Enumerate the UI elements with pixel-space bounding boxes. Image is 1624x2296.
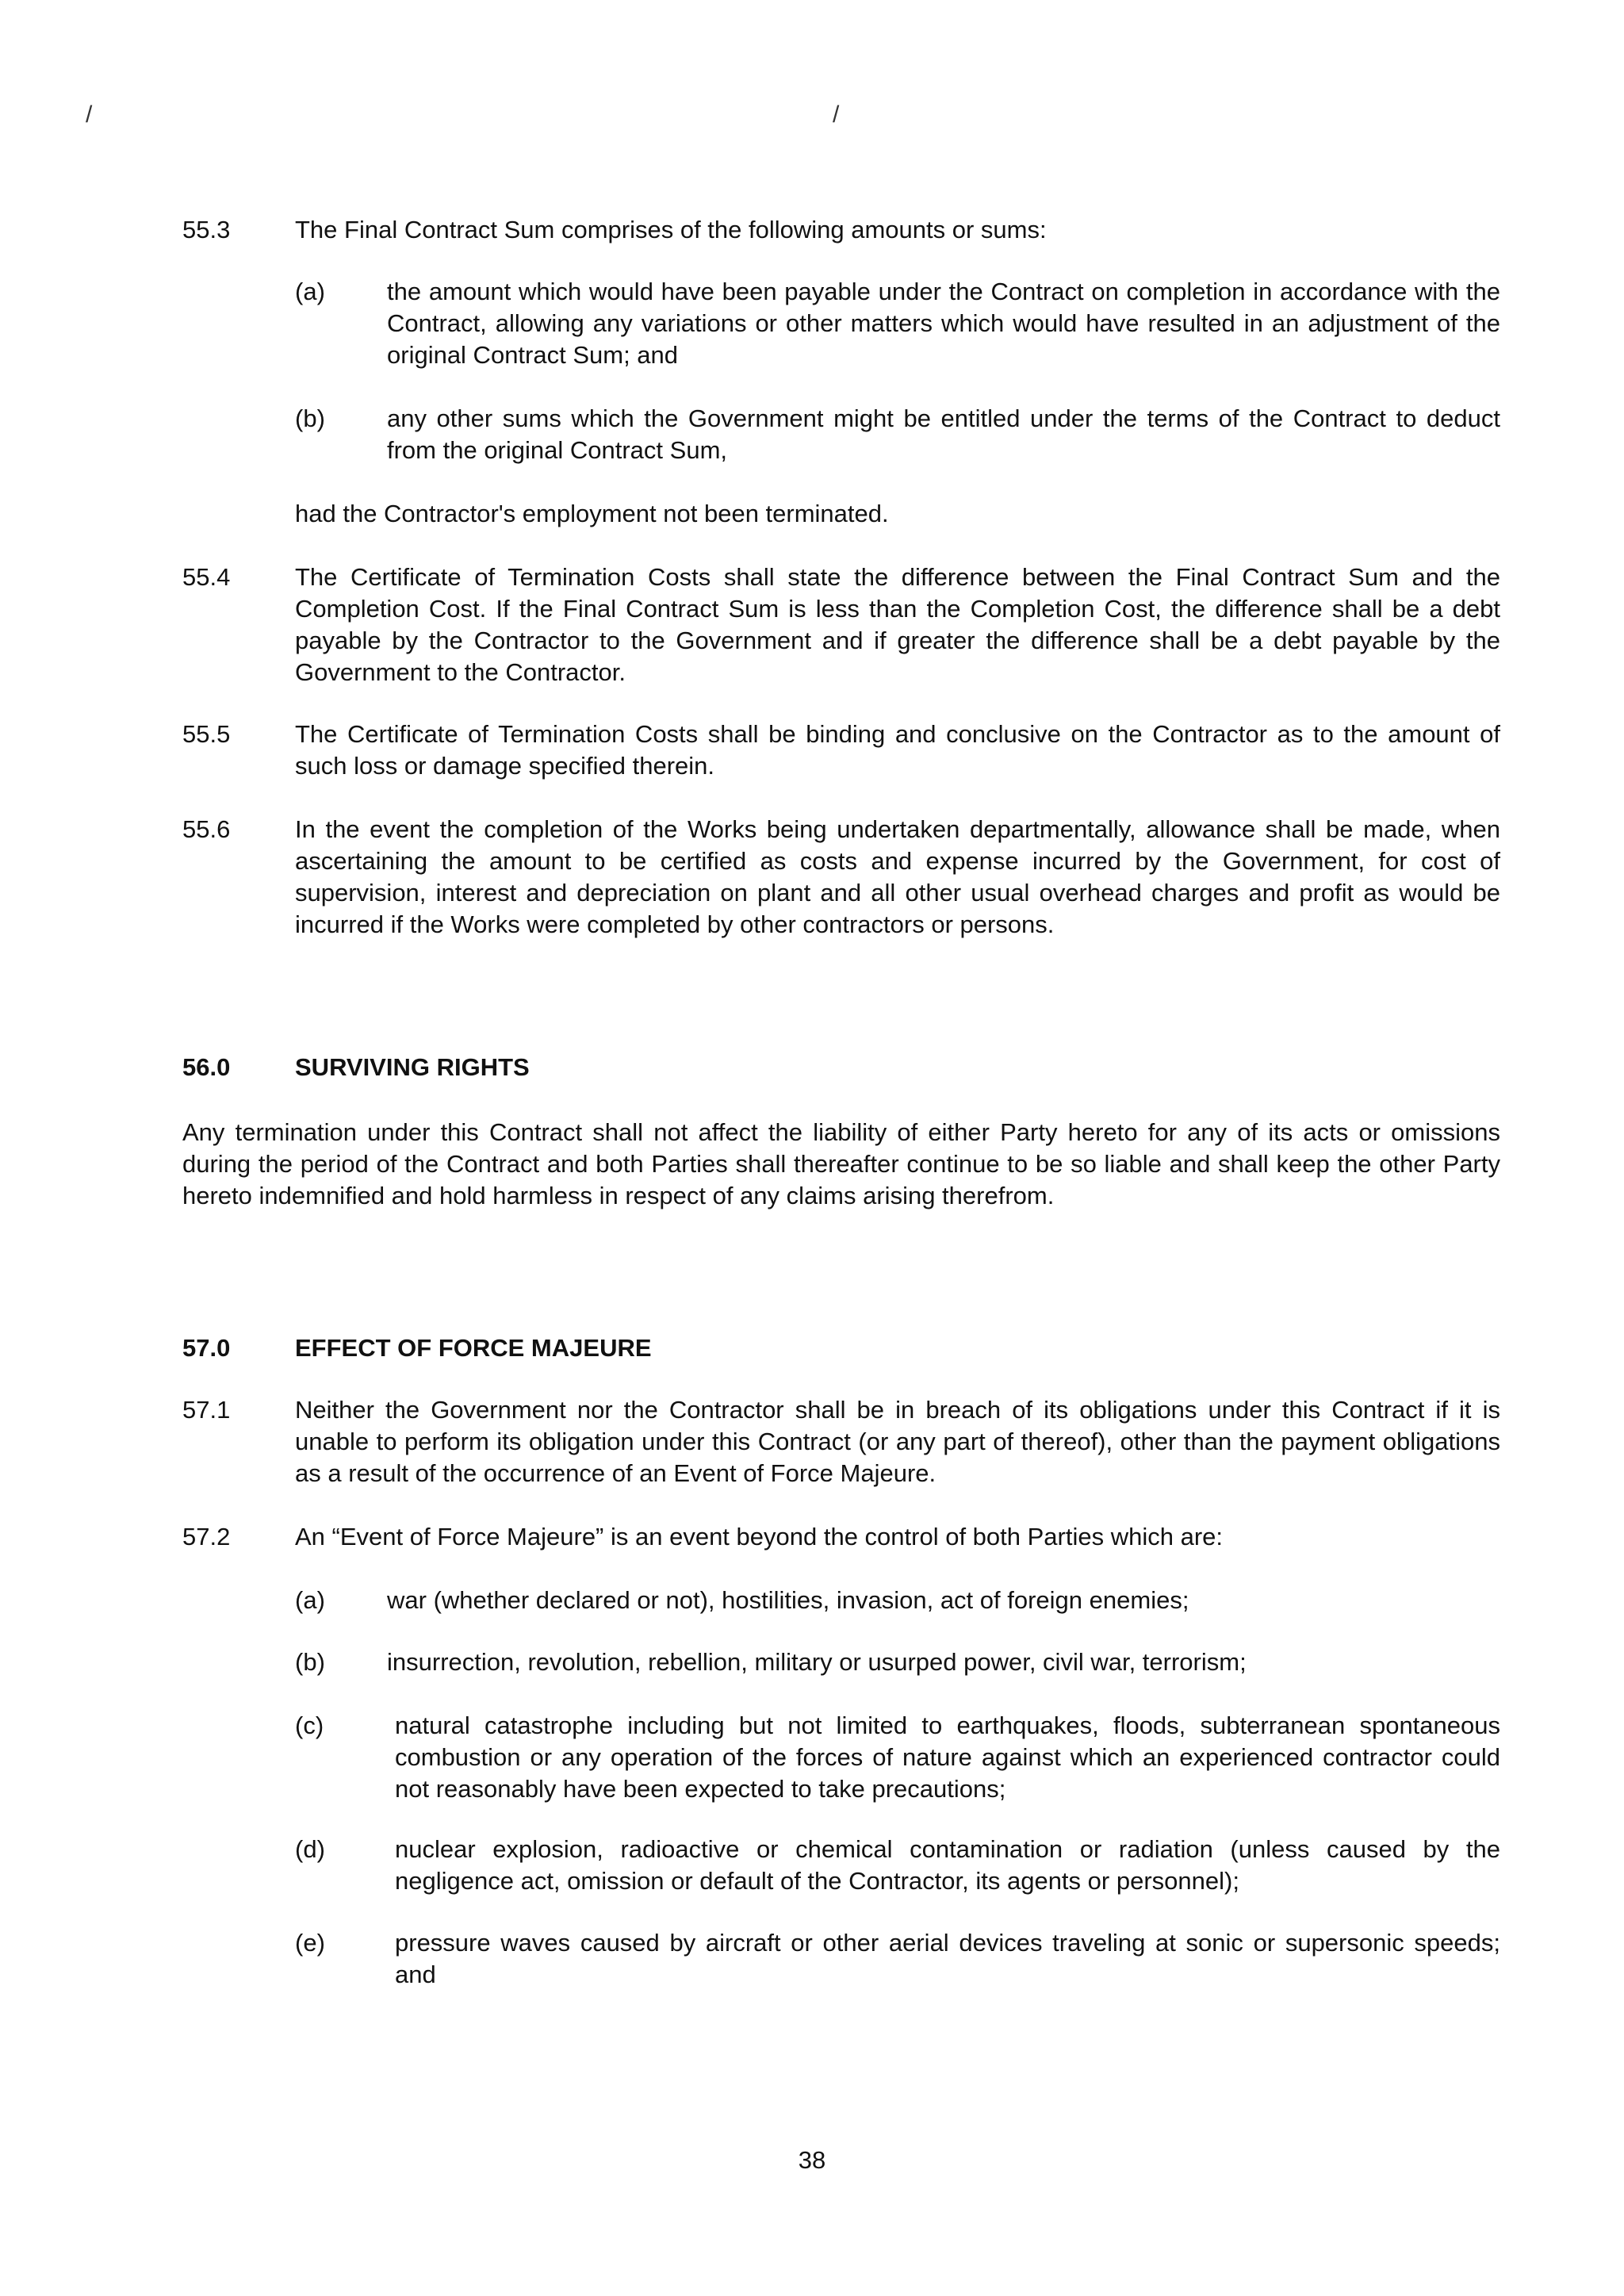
scan-mark-center: / [833, 102, 840, 128]
clause-57-2-item-b-text: insurrection, revolution, rebellion, military or usurped power, civil war, terrorism; [387, 1648, 1247, 1676]
clause-number-55-3: 55.3 [182, 216, 231, 243]
clause-57-2-item-d-label: (d) [295, 1835, 325, 1863]
clause-55-3-item-a-text: the amount which would have been payable under the Contract on completion in accordance with the Contract, allowing any variations or other matters which would have resulted in an adjustment of the original Contract Sum; and [387, 278, 1500, 369]
clause-number-55-6: 55.6 [182, 815, 231, 843]
clause-text-57-1: Neither the Government nor the Contractor shall be in breach of its obligations under this Contract if it is unable to perform its obligation under this Contract (or any part of thereof), other than the payment obligations as a result of the occurrence of an Event of Force Majeure. [295, 1396, 1500, 1487]
clause-55-3-closing: had the Contractor's employment not been terminated. [295, 500, 889, 527]
section-number-57: 57.0 [182, 1334, 231, 1362]
clause-number-57-1: 57.1 [182, 1396, 231, 1424]
clause-57-2-item-e-text: pressure waves caused by aircraft or other aerial devices traveling at sonic or supersonic speeds; and [395, 1929, 1500, 1988]
clause-text-55-6: In the event the completion of the Works being undertaken departmentally, allowance shall be made, when ascertaining the amount to be certified as costs and expense incurred by the Government, for cost of supervision, interest and depreciation on plant and all other usual overhead charges and profit as would be incurred if the Works were completed by other contractors or persons. [295, 815, 1500, 938]
clause-57-2-item-d-text: nuclear explosion, radioactive or chemical contamination or radiation (unless caused by the negligence act, omission or default of the Contractor, its agents or personnel); [395, 1835, 1500, 1895]
clause-text-55-5: The Certificate of Termination Costs shall be binding and conclusive on the Contractor as to the amount of such loss or damage specified therein. [295, 720, 1500, 780]
clause-number-55-4: 55.4 [182, 563, 231, 591]
page-number: 38 [798, 2146, 826, 2174]
clause-text-55-4: The Certificate of Termination Costs shall state the difference between the Final Contract Sum and the Completion Cost. If the Final Contract Sum is less than the Completion Cost, the difference shall be a debt payable by the Contractor to the Government and if greater the difference shall be a debt payable by the Government to the Contractor. [295, 563, 1500, 686]
section-number-56: 56.0 [182, 1053, 231, 1081]
section-title-56: SURVIVING RIGHTS [295, 1053, 530, 1081]
clause-55-3-item-b-label: (b) [295, 404, 325, 432]
clause-number-57-2: 57.2 [182, 1523, 231, 1550]
clause-55-3-item-a-label: (a) [295, 278, 325, 305]
section-text-56: Any termination under this Contract shall not affect the liability of either Party hereto for any of its acts or omissions during the period of the Contract and both Parties shall thereafter continue to be so liable and shall keep the other Party hereto indemnified and hold harmless in respect of any claims arising therefrom. [182, 1118, 1500, 1209]
clause-57-2-item-b-label: (b) [295, 1648, 325, 1676]
scan-mark-left: / [86, 102, 93, 128]
section-title-57: EFFECT OF FORCE MAJEURE [295, 1334, 652, 1362]
clause-55-3-item-b-text: any other sums which the Government might be entitled under the terms of the Contract to deduct from the original Contract Sum, [387, 404, 1500, 464]
clause-57-2-item-c-text: natural catastrophe including but not limited to earthquakes, floods, subterranean spontaneous combustion or any operation of the forces of nature against which an experienced contractor could not reasonably have been expected to take precautions; [395, 1711, 1500, 1803]
clause-57-2-item-a-label: (a) [295, 1586, 325, 1614]
clause-number-55-5: 55.5 [182, 720, 231, 748]
clause-text-55-3: The Final Contract Sum comprises of the following amounts or sums: [295, 216, 1047, 243]
clause-57-2-item-e-label: (e) [295, 1929, 325, 1957]
clause-text-57-2: An “Event of Force Majeure” is an event beyond the control of both Parties which are: [295, 1523, 1224, 1550]
clause-57-2-item-a-text: war (whether declared or not), hostilities, invasion, act of foreign enemies; [387, 1586, 1189, 1614]
clause-57-2-item-c-label: (c) [295, 1711, 324, 1739]
